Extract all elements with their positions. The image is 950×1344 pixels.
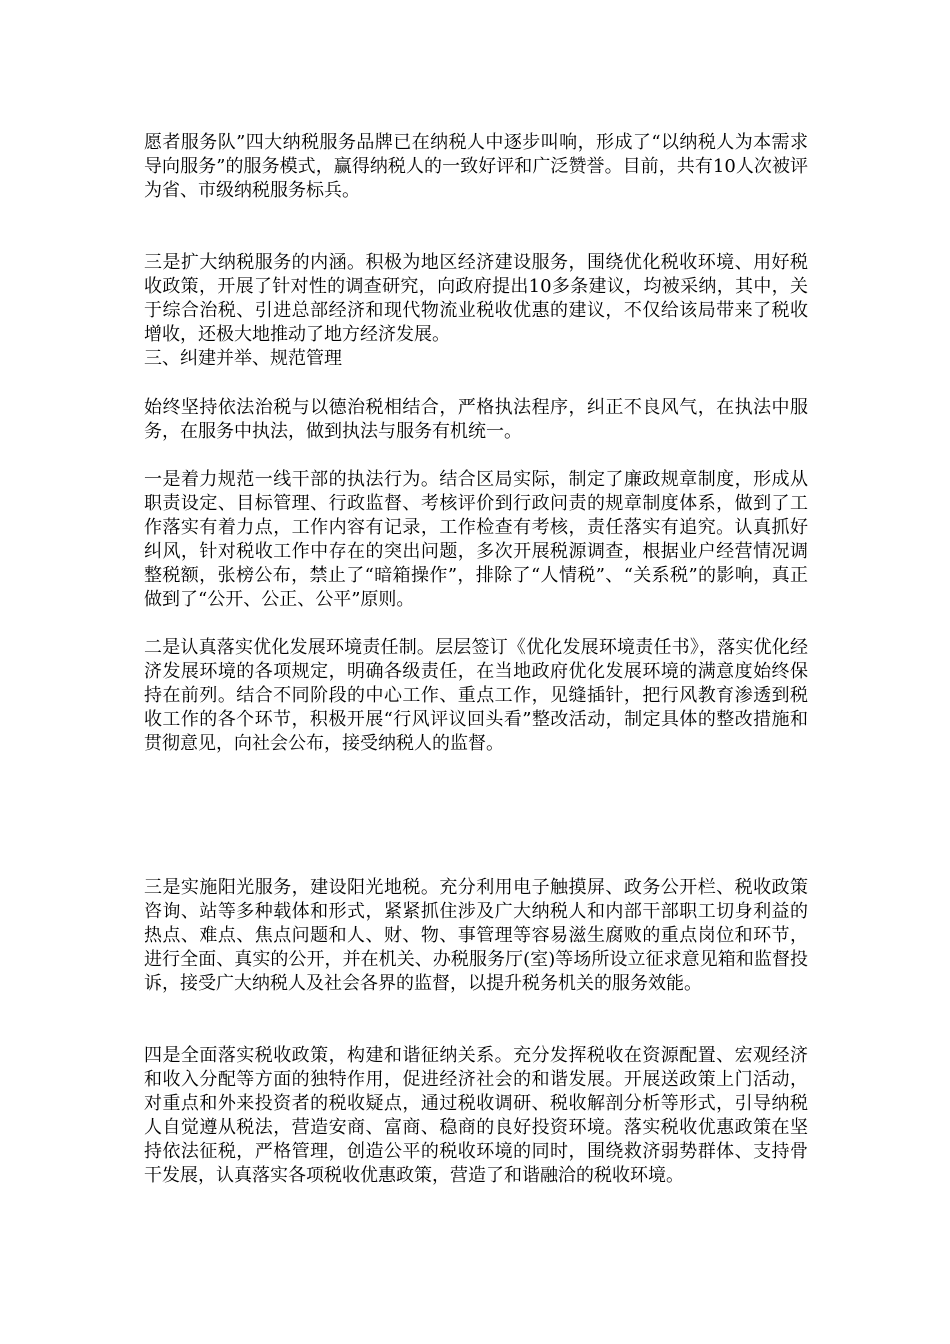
paragraph-tax-policy: 四是全面落实税收政策，构建和谐征纳关系。充分发挥税收在资源配置、宏观经济和收入分配等方面的独特作用，促进经济社会的和谐发展。开展送政策上门活动，对重点和外来投资者的税收疑点，通过税收调研、税收解剖分析等形式，引导纳税人自觉遵从税法，营造安商、富商、稳商的良好投资环境。落实税收优惠政策在坚持依法征税，严格管理，创造公平的税收环境的同时，围绕救济弱势群体、支持骨干发展，认真落实各项税收优惠政策，营造了和谐融洽的税收环境。 — [144, 1045, 808, 1186]
paragraph-environment-responsibility: 二是认真落实优化发展环境责任制。层层签订《优化发展环境责任书》，落实优化经济发展环境的各项规定，明确各级责任，在当地政府优化发展环境的满意度始终保持在前列。结合不同阶段的中心工作、重点工作，见缝插针，把行风教育渗透到税收工作的各个环节，积极开展“行风评议回头看”整改活动，制定具体的整改措施和贯彻意见，向社会公布，接受纳税人的监督。 — [144, 637, 808, 754]
paragraph-rule-of-law: 始终坚持依法治税与以德治税相结合，严格执法程序，纠正不良风气，在执法中服务，在服务中执法，做到执法与服务有机统一。 — [144, 397, 808, 442]
paragraph-regulate-enforcement: 一是着力规范一线干部的执法行为。结合区局实际，制定了廉政规章制度，形成从职责设定、目标管理、行政监督、考核评价到行政问责的规章制度体系，做到了工作落实有着力点，工作内容有记录，工作检查有考核，责任落实有追究。认真抓好纠风，针对税收工作中存在的突出问题，多次开展税源调查，根据业户经营情况调整税额，张榜公布，禁止了“暗箱操作”，排除了“人情税”、“关系税”的影响，真正做到了“公开、公正、公平”原则。 — [144, 469, 808, 610]
paragraph-expand-service: 三是扩大纳税服务的内涵。积极为地区经济建设服务，围绕优化税收环境、用好税收政策，开展了针对性的调查研究，向政府提出10多条建议，均被采纳，其中，关于综合治税、引进总部经济和现代物流业税收优惠的建议，不仅给该局带来了税收增收，还极大地推动了地方经济发展。 — [144, 252, 808, 345]
paragraph-service-brands: 愿者服务队”四大纳税服务品牌已在纳税人中逐步叫响，形成了“以纳税人为本需求导向服务”的服务模式，赢得纳税人的一致好评和广泛赞誉。目前，共有10人次被评为省、市级纳税服务标兵。 — [144, 132, 808, 201]
paragraph-sunshine-service: 三是实施阳光服务，建设阳光地税。充分利用电子触摸屏、政务公开栏、税收政策咨询、站等多种载体和形式，紧紧抓住涉及广大纳税人和内部干部职工切身利益的热点、难点、焦点问题和人、财、物、事管理等容易滋生腐败的重点岗位和环节，进行全面、真实的公开，并在机关、办税服务厅(室)等场所设立征求意见箱和监督投诉，接受广大纳税人及社会各界的监督，以提升税务机关的服务效能。 — [144, 877, 808, 994]
section-heading-3: 三、纠建并举、规范管理 — [144, 348, 342, 369]
